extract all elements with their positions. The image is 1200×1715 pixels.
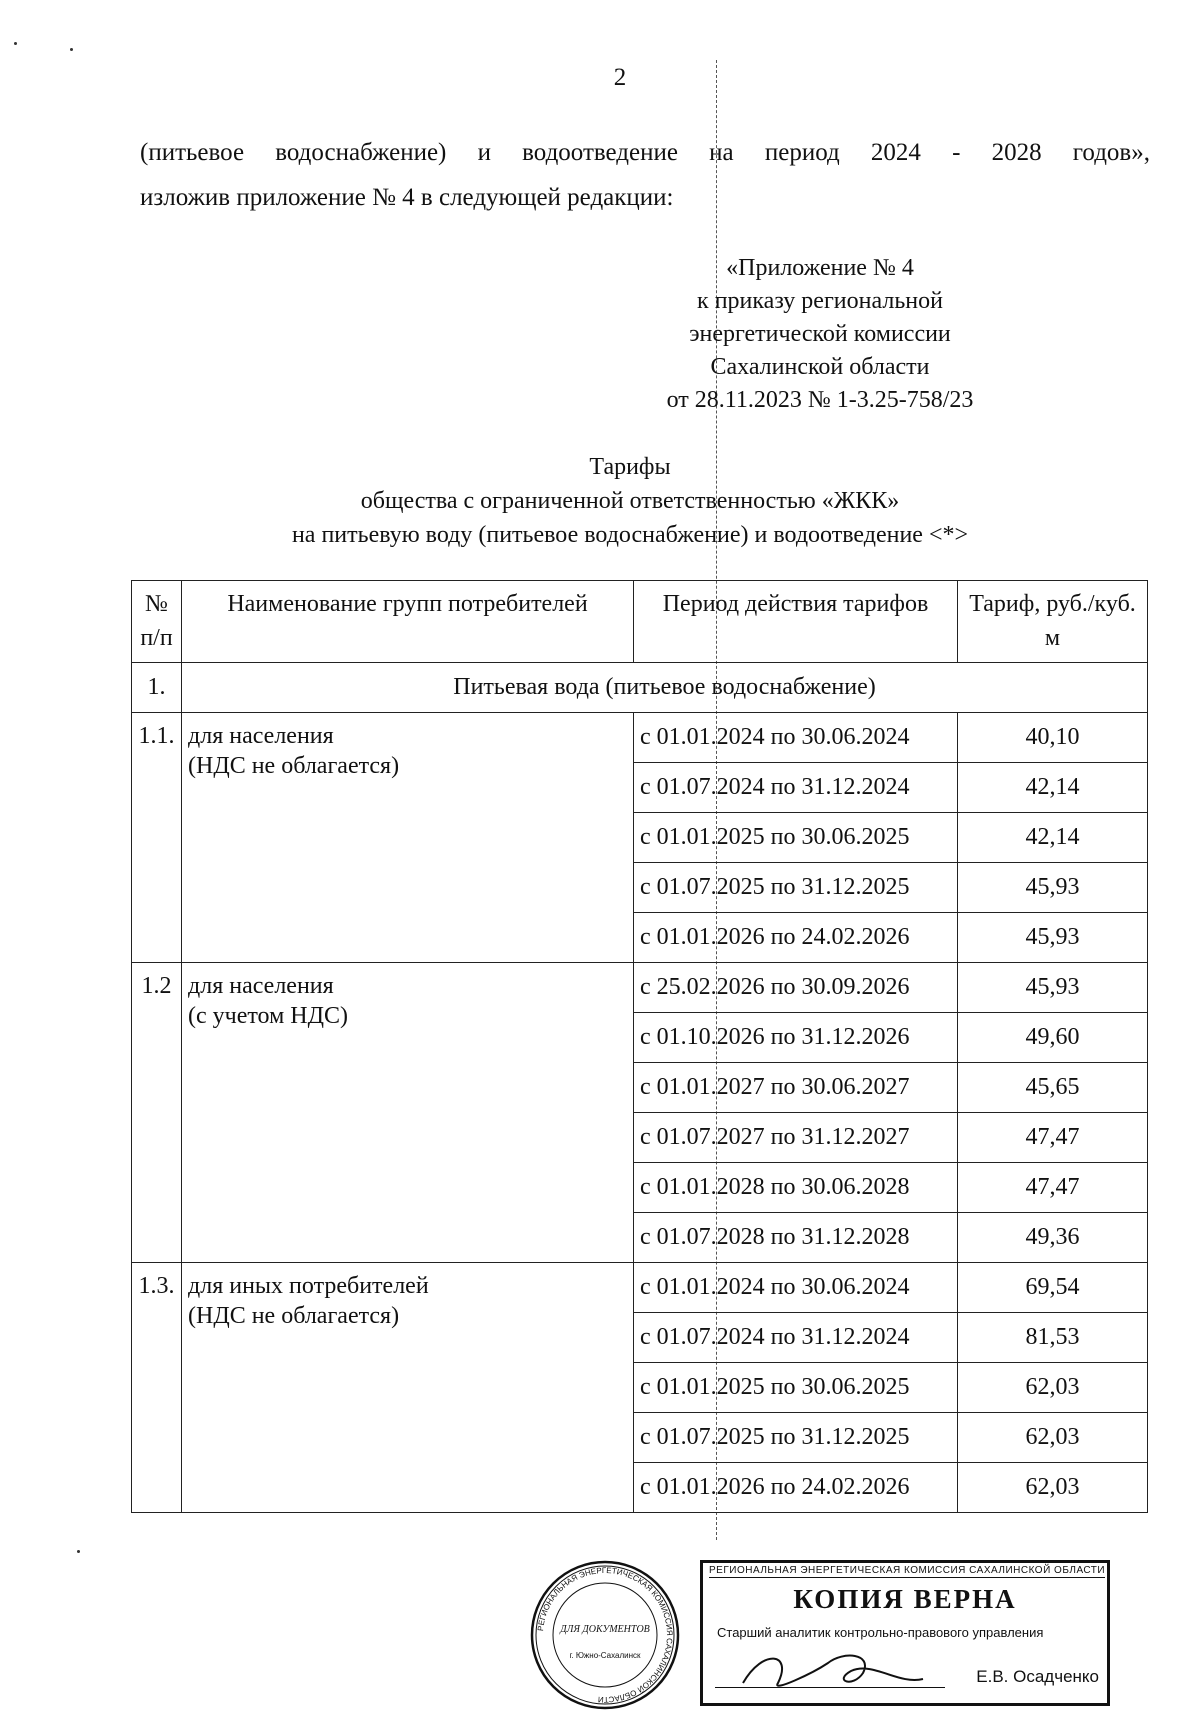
tariff-cell: 45,65 <box>958 1063 1148 1113</box>
header-num: № п/п <box>132 581 182 663</box>
intro-line-1: (питьевое водоснабжение) и водоотведение на период 2024 - 2028 годов», <box>140 139 1150 166</box>
tariff-table <box>131 580 1148 1513</box>
tariff-cell: 47,47 <box>958 1163 1148 1213</box>
header-group: Наименование групп потребителей <box>182 581 634 663</box>
official-seal <box>530 1560 680 1710</box>
signer-position: Старший аналитик контрольно-правового управления <box>717 1625 1044 1640</box>
svg-text:г. Южно-Сахалинск: г. Южно-Сахалинск <box>569 1651 641 1660</box>
tariff-cell: 62,03 <box>958 1363 1148 1413</box>
intro-text <box>140 130 1150 220</box>
stamp-label: КОПИЯ ВЕРНА <box>793 1584 1017 1614</box>
signer-name: Е.В. Осадченко <box>976 1667 1099 1686</box>
period-cell: с 01.07.2024 по 31.12.2024 <box>634 1313 958 1363</box>
group-name: для населения <box>188 973 334 999</box>
period-cell: с 01.01.2026 по 24.02.2026 <box>634 913 958 963</box>
tariff-cell: 45,93 <box>958 963 1148 1013</box>
group-vat-note: (НДС не облагается) <box>188 753 400 779</box>
header-period: Период действия тарифов <box>634 581 958 663</box>
tariff-cell: 49,60 <box>958 1013 1148 1063</box>
group-num: 1.3. <box>132 1263 182 1513</box>
group-num: 1.1. <box>132 713 182 963</box>
handwritten-signature <box>733 1643 933 1693</box>
group-num: 1.2 <box>132 963 182 1263</box>
tariff-cell: 81,53 <box>958 1313 1148 1363</box>
group-name-cell <box>182 963 634 1263</box>
svg-text:РЕГИОНАЛЬНАЯ ЭНЕРГЕТИЧЕСКАЯ КО: РЕГИОНАЛЬНАЯ ЭНЕРГЕТИЧЕСКАЯ КОМИССИЯ САХАЛИНСКОЙ ОБЛАСТИ <box>536 1565 675 1705</box>
tariff-cell: 45,93 <box>958 913 1148 963</box>
svg-text:ДЛЯ ДОКУМЕНТОВ: ДЛЯ ДОКУМЕНТОВ <box>560 1624 650 1635</box>
appendix-line: «Приложение № 4 <box>726 255 914 281</box>
appendix-line: энергетической комиссии <box>689 321 951 347</box>
period-cell: с 01.07.2027 по 31.12.2027 <box>634 1113 958 1163</box>
tariff-cell: 45,93 <box>958 863 1148 913</box>
appendix-header <box>600 252 1040 417</box>
table-header-row <box>132 581 1148 663</box>
group-name: для иных потребителей <box>188 1273 429 1299</box>
period-cell: с 01.07.2024 по 31.12.2024 <box>634 763 958 813</box>
period-cell: с 01.07.2025 по 31.12.2025 <box>634 863 958 913</box>
group-vat-note: (НДС не облагается) <box>188 1303 400 1329</box>
section-row <box>132 663 1148 713</box>
tariff-cell: 40,10 <box>958 713 1148 763</box>
period-cell: с 01.01.2028 по 30.06.2028 <box>634 1163 958 1213</box>
period-cell: с 01.01.2024 по 30.06.2024 <box>634 1263 958 1313</box>
section-num: 1. <box>132 663 182 713</box>
stamp-org: РЕГИОНАЛЬНАЯ ЭНЕРГЕТИЧЕСКАЯ КОМИССИЯ САХАЛИНСКОЙ ОБЛАСТИ <box>709 1565 1106 1576</box>
appendix-line: к приказу региональной <box>697 288 943 314</box>
scan-speck <box>70 48 73 51</box>
group-name: для населения <box>188 723 334 749</box>
period-cell: с 01.01.2027 по 30.06.2027 <box>634 1063 958 1113</box>
period-cell: с 25.02.2026 по 30.09.2026 <box>634 963 958 1013</box>
header-tariff: Тариф, руб./куб. м <box>958 581 1148 663</box>
title-line: Тарифы <box>589 454 671 480</box>
scan-speck <box>77 1550 80 1553</box>
document-title <box>130 450 1130 552</box>
tariff-cell: 69,54 <box>958 1263 1148 1313</box>
title-line: общества с ограниченной ответственностью «ЖКК» <box>360 488 900 514</box>
tariff-cell: 47,47 <box>958 1113 1148 1163</box>
tariff-cell: 49,36 <box>958 1213 1148 1263</box>
group-name-cell <box>182 1263 634 1513</box>
table-row <box>132 1263 1148 1313</box>
title-line: на питьевую воду (питьевое водоснабжение) и водоотведение <*> <box>291 522 969 548</box>
tariff-cell: 62,03 <box>958 1463 1148 1513</box>
appendix-line: от 28.11.2023 № 1-3.25-758/23 <box>666 387 974 413</box>
group-vat-note: (с учетом НДС) <box>188 1003 348 1029</box>
section-label: Питьевая вода (питьевое водоснабжение) <box>182 663 1148 713</box>
appendix-line: Сахалинской области <box>710 354 930 380</box>
tariff-cell: 42,14 <box>958 813 1148 863</box>
period-cell: с 01.01.2025 по 30.06.2025 <box>634 1363 958 1413</box>
scan-speck <box>14 42 17 45</box>
intro-line-2: изложив приложение № 4 в следующей редакции: <box>140 184 674 211</box>
period-cell: с 01.01.2025 по 30.06.2025 <box>634 813 958 863</box>
period-cell: с 01.10.2026 по 31.12.2026 <box>634 1013 958 1063</box>
table-row <box>132 963 1148 1013</box>
period-cell: с 01.01.2026 по 24.02.2026 <box>634 1463 958 1513</box>
tariff-cell: 42,14 <box>958 763 1148 813</box>
tariff-cell: 62,03 <box>958 1413 1148 1463</box>
group-name-cell <box>182 713 634 963</box>
period-cell: с 01.07.2028 по 31.12.2028 <box>634 1213 958 1263</box>
copy-certified-stamp <box>700 1560 1110 1706</box>
page-number: 2 <box>613 64 627 91</box>
period-cell: с 01.07.2025 по 31.12.2025 <box>634 1413 958 1463</box>
period-cell: с 01.01.2024 по 30.06.2024 <box>634 713 958 763</box>
table-row <box>132 713 1148 763</box>
